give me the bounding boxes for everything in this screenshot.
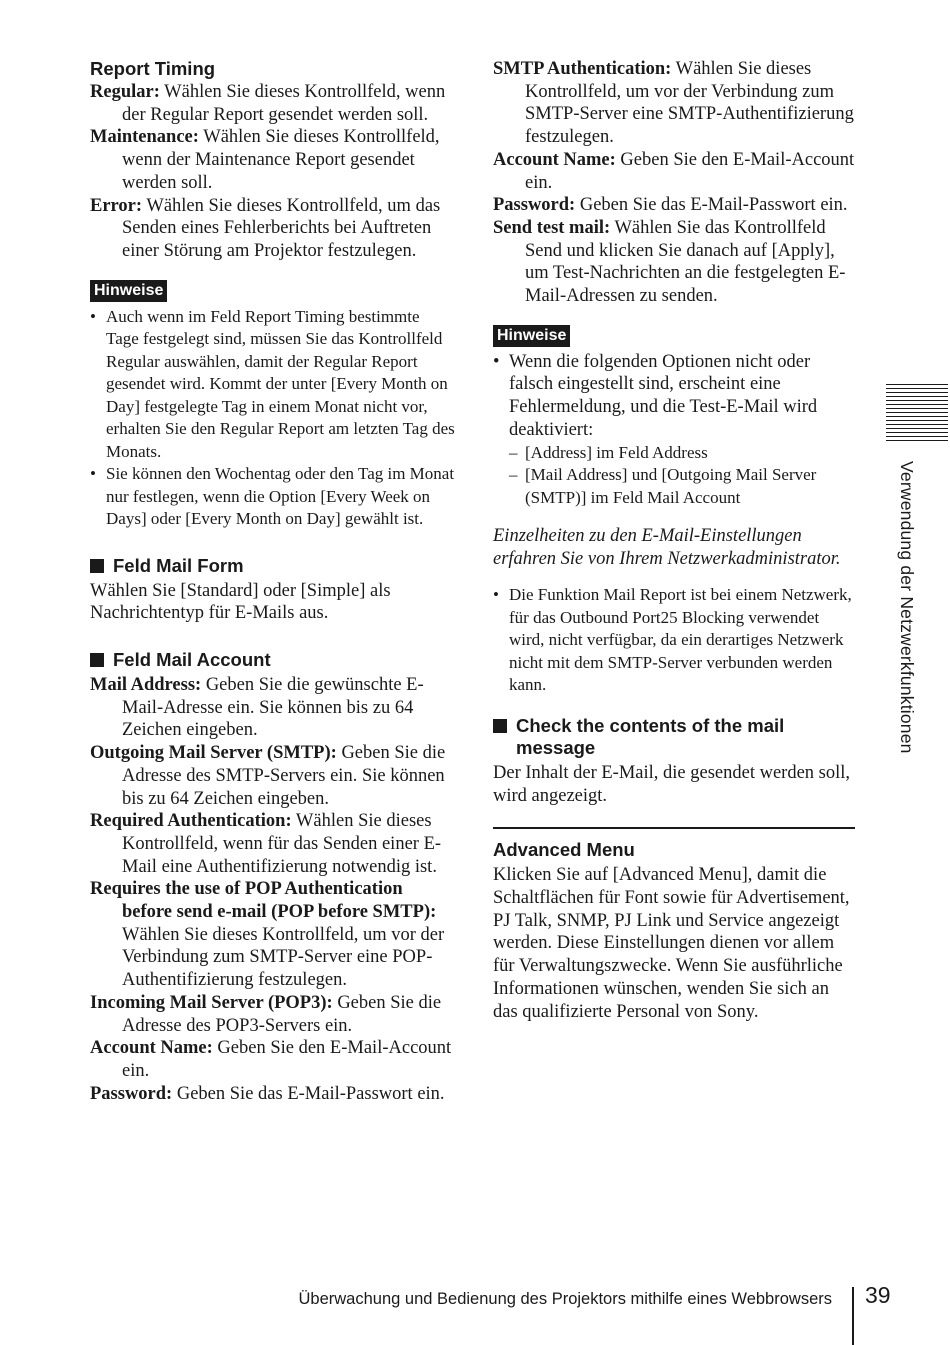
item-text: Wählen Sie dieses Kontrollfeld, um vor der Verbindung zum SMTP-Server eine POP-Authentifizierung festzulegen. [122, 924, 445, 991]
notes-badge: Hinweise [493, 325, 570, 347]
note-dash-item: – [Mail Address] und [Outgoing Mail Server (SMTP)] im Feld Mail Account [493, 464, 855, 509]
left-column [90, 58, 455, 1105]
notes-list [493, 351, 855, 442]
report-timing-heading: Report Timing [90, 58, 216, 79]
item-term: Regular: [90, 82, 160, 102]
note-bullet: • Auch wenn im Feld Report Timing bestimmte Tage festgelegt sind, müssen Sie das Kontrollfeld Regular auswählen, damit der Regular Report gesendet wird. Kommt der unter [Every Month on Day] festgelegte Tag in einem Monat nicht vor, erhalten Sie den Regular Report am letzten Tag des Monats. [90, 306, 455, 464]
port-note-bullet: • Die Funktion Mail Report ist bei einem Netzwerk, für das Outbound Port25 Blocking verwendet wird, nicht verfügbar, da ein derartiges Netzwerk nicht mit dem SMTP-Server verbunden werden kann. [493, 584, 855, 697]
item-term: Maintenance: [90, 127, 199, 148]
item-text: Geben Sie die gewünschte E-Mail-Adresse ein. Sie können bis zu 64 Zeichen eingeben. [122, 675, 424, 741]
smtp-item [493, 194, 855, 217]
report-timing-item [90, 81, 455, 126]
mail-form-section-heading [90, 555, 455, 577]
item-term: Password: [90, 1083, 173, 1104]
port-note-list [493, 584, 855, 697]
mail-account-item [90, 1083, 455, 1106]
mail-form-text: Wählen Sie [Standard] oder [Simple] als Nachrichtentyp für E-Mails aus. [90, 580, 391, 624]
item-text: Geben Sie das E-Mail-Passwort ein. [575, 195, 848, 216]
item-text: Wählen Sie dieses Kontrollfeld, wenn der Maintenance Report gesendet werden soll. [122, 127, 440, 193]
item-term: Account Name: [90, 1038, 213, 1059]
item-text: Geben Sie das E-Mail-Passwort ein. [172, 1083, 445, 1104]
item-text: Wählen Sie das Kontrollfeld Send und klicken Sie danach auf [Apply], um Test-Nachrichten an die festgelegten E-Mail-Adressen zu senden. [525, 217, 846, 307]
advanced-menu-heading: Advanced Menu [493, 839, 635, 861]
notes-badge: Hinweise [90, 280, 167, 302]
note-bullet: • Sie können den Wochentag oder den Tag im Monat nur festlegen, wenn die Option [Every Week on Days] oder [Every Month on Day] gewählt ist. [90, 463, 455, 531]
check-section-heading [493, 715, 855, 759]
mail-form-heading: Feld Mail Form [113, 554, 244, 576]
footer-divider [852, 1287, 854, 1345]
item-text: Wählen Sie dieses Kontrollfeld, um das Senden eines Fehlerberichts bei Auftreten einer Störung am Projektor festzulegen. [122, 195, 441, 261]
advanced-menu-text: Klicken Sie auf [Advanced Menu], damit die Schaltflächen für Font sowie für Advertisement, PJ Talk, SNMP, PJ Link und Service angezeigt werden. Diese Einstellungen dienen vor allem für Verwaltungszwecke. Wenn Sie ausführliche Informationen wünschen, wenden Sie sich an das qualifizierte Personal von Sony. [493, 865, 850, 1022]
item-text: Geben Sie den E-Mail-Account ein. [122, 1038, 452, 1081]
notes-list [90, 306, 455, 531]
item-term: Incoming Mail Server (POP3): [90, 992, 333, 1013]
mail-account-item [90, 674, 455, 742]
item-text: Geben Sie die Adresse des POP3-Servers ein. [122, 992, 442, 1036]
item-term: Required Authentication: [90, 811, 292, 832]
smtp-item [493, 149, 855, 194]
item-text: Wählen Sie dieses Kontrollfeld, wenn der Regular Report gesendet werden soll. [122, 82, 446, 125]
mail-account-item [90, 742, 455, 810]
report-timing-list [90, 81, 455, 263]
notes-sublist [493, 442, 855, 510]
right-column [493, 58, 855, 1023]
smtp-item [493, 217, 855, 308]
item-term: Requires the use of POP Authentication before send e-mail (POP before SMTP): [90, 879, 437, 923]
advanced-menu-section [493, 827, 855, 1023]
report-timing-item [90, 195, 455, 263]
smtp-list [493, 58, 855, 308]
page-number: 39 [865, 1282, 891, 1308]
smtp-item [493, 58, 855, 149]
item-text: Wählen Sie dieses Kontrollfeld, um vor der Verbindung zum SMTP-Server eine SMTP-Authentifizierung festzulegen. [525, 59, 854, 148]
item-term: Mail Address: [90, 675, 202, 696]
sidebar-tab-lines [886, 384, 948, 444]
mail-account-section-heading [90, 649, 455, 671]
item-term: SMTP Authentication: [493, 59, 672, 79]
square-bullet-icon [90, 653, 104, 667]
item-term: Password: [493, 195, 576, 216]
check-heading: Check the contents of the mail message [516, 714, 785, 758]
footer-title: Überwachung und Bedienung des Projektors mithilfe eines Webbrowsers [298, 1290, 832, 1308]
item-term: Account Name: [493, 149, 616, 170]
mail-account-item [90, 992, 455, 1037]
item-term: Send test mail: [493, 217, 611, 238]
mail-account-heading: Feld Mail Account [113, 649, 271, 671]
mail-account-item [90, 1037, 455, 1082]
item-term: Outgoing Mail Server (SMTP): [90, 743, 337, 764]
square-bullet-icon [493, 719, 507, 733]
item-text: Geben Sie den E-Mail-Account ein. [525, 149, 855, 193]
report-timing-item [90, 126, 455, 194]
item-text: Wählen Sie dieses Kontrollfeld, wenn für das Senden einer E-Mail eine Authentifizierung notwendig ist. [122, 811, 442, 877]
mail-account-item [90, 810, 455, 878]
check-text: Der Inhalt der E-Mail, die gesendet werden soll, wird angezeigt. [493, 762, 851, 806]
sidebar-chapter-label: Verwendung der Netzwerkfunktionen [897, 461, 917, 754]
admin-info-text: Einzelheiten zu den E-Mail-Einstellungen erfahren Sie von Ihrem Netzwerkadministrator. [493, 526, 841, 569]
mail-account-item [90, 878, 455, 992]
square-bullet-icon [90, 559, 104, 573]
note-bullet: • Wenn die folgenden Optionen nicht oder falsch eingestellt sind, erscheint eine Fehlermeldung, und die Test-E-Mail wird deaktiviert: [493, 351, 855, 442]
note-dash-item: – [Address] im Feld Address [493, 442, 855, 465]
mail-account-list [90, 674, 455, 1105]
item-term: Error: [90, 195, 143, 216]
item-text: Geben Sie die Adresse des SMTP-Servers ein. Sie können bis zu 64 Zeichen eingeben. [122, 743, 446, 809]
